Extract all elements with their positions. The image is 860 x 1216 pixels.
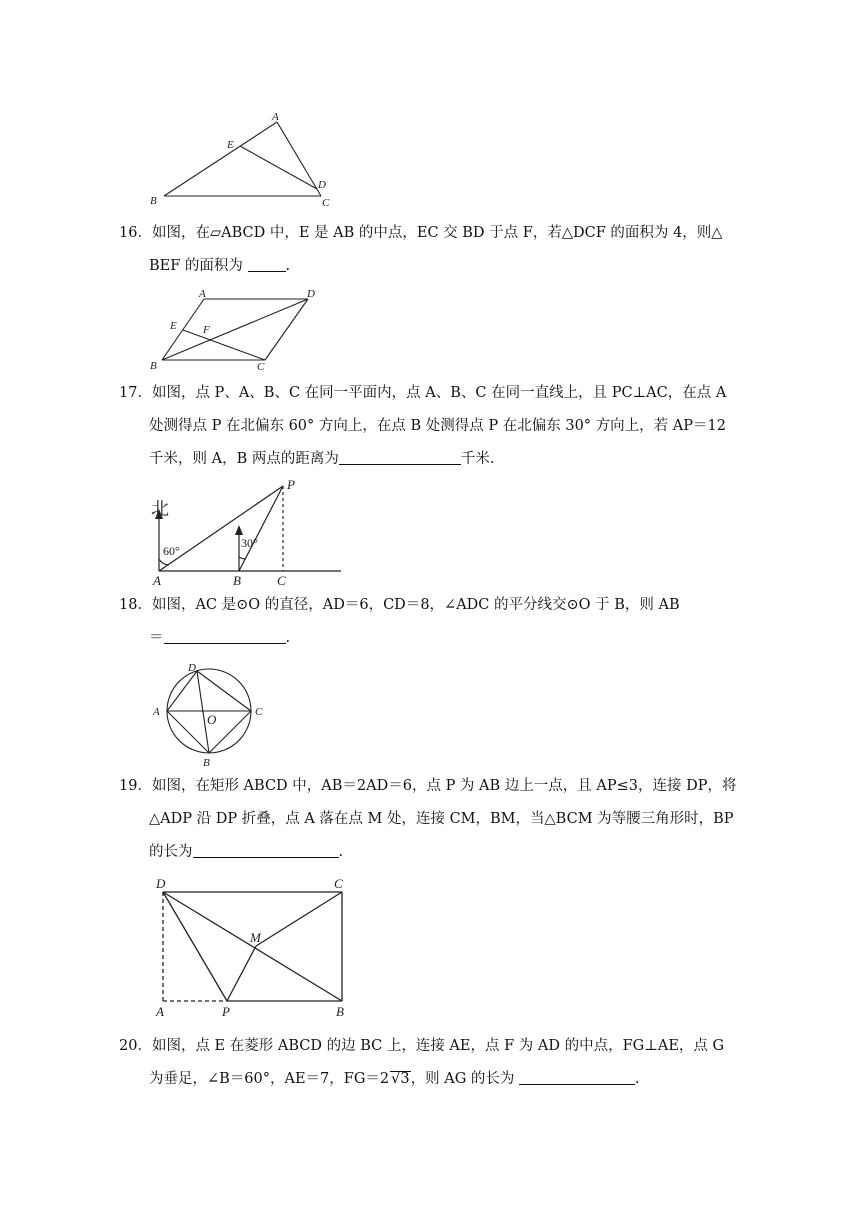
question-16: [119, 217, 739, 283]
label-B: B: [150, 195, 157, 207]
q16-line2-end: .: [285, 258, 291, 274]
figure-17-bearing: [145, 475, 345, 587]
label-B: B: [233, 573, 241, 587]
q17-line2: 处测得点 P 在北偏东 60° 方向上，在点 B 处测得点 P 在北偏东 30° 方向上，若 AP＝12: [149, 418, 726, 434]
label-M: M: [250, 930, 261, 945]
q17-line1: 17．如图，点 P、A、B、C 在同一平面内，点 A、B、C 在同一直线上，且 PC⊥AC，在点 A: [119, 385, 727, 401]
q19-line3: [119, 836, 739, 869]
label-A: A: [156, 1004, 164, 1019]
question-17: [119, 377, 739, 476]
q20-answer-blank[interactable]: [519, 1070, 635, 1085]
figure-18-circle: [145, 662, 275, 772]
figure-16-parallelogram: [140, 285, 330, 375]
q17-line3-end: 千米.: [460, 451, 495, 467]
label-C: C: [322, 197, 330, 208]
label-B: B: [336, 1004, 344, 1019]
label-E: E: [227, 139, 234, 151]
figure-15-triangle: [140, 108, 340, 208]
question-18: [119, 589, 739, 655]
label-A: A: [272, 111, 279, 123]
label-F: F: [203, 324, 210, 336]
q16-line2: [119, 250, 739, 283]
q16-line1: 16．如图，在▱ABCD 中，E 是 AB 的中点，EC 交 BD 于点 F，若△DCF 的面积为 4，则△: [119, 225, 723, 241]
question-19: [119, 770, 739, 869]
q19-line1: 19．如图，在矩形 ABCD 中，AB＝2AD＝6，点 P 为 AB 边上一点，且 AP≤3，连接 DP，将: [119, 778, 737, 794]
q17-line3: [119, 443, 739, 476]
label-A: A: [199, 288, 206, 300]
sqrt-3: √3: [391, 1071, 410, 1087]
label-30-degrees: 30°: [241, 536, 258, 550]
q20-line2-text: 为垂足，∠B＝60°，AE＝7，FG＝2: [149, 1071, 390, 1087]
label-O: O: [207, 712, 217, 727]
q16-answer-blank[interactable]: [248, 257, 286, 272]
q18-line2: [119, 622, 739, 655]
q20-line1: 20．如图，点 E 在菱形 ABCD 的边 BC 上，连接 AE，点 F 为 AD 的中点，FG⊥AE，点 G: [119, 1038, 725, 1054]
q18-answer-blank[interactable]: [164, 629, 286, 644]
label-E: E: [170, 320, 177, 332]
label-north: 北: [151, 499, 169, 520]
label-B: B: [150, 360, 157, 372]
label-D: D: [188, 662, 196, 674]
question-20: [119, 1030, 739, 1096]
sqrt-radicand: 3: [400, 1071, 410, 1087]
label-D: D: [307, 288, 315, 300]
label-A: A: [153, 706, 160, 718]
label-C: C: [255, 706, 263, 718]
label-C: C: [334, 876, 343, 891]
q20-line2: [119, 1063, 739, 1096]
q19-answer-blank[interactable]: [193, 843, 339, 858]
label-P: P: [222, 1004, 230, 1019]
q20-line2-end: .: [635, 1071, 640, 1087]
q16-line2-text: BEF 的面积为: [149, 258, 243, 274]
q18-line2-end: .: [285, 630, 291, 646]
label-D: D: [156, 876, 166, 891]
q18-line2-text: ＝: [149, 630, 164, 646]
label-C: C: [257, 361, 265, 373]
q19-line3-text: 的长为: [149, 844, 193, 860]
label-60-degrees: 60°: [163, 544, 180, 558]
q19-line3-end: .: [338, 844, 344, 860]
label-B: B: [203, 757, 210, 769]
label-A: A: [153, 573, 161, 587]
q18-line1: 18．如图，AC 是⊙O 的直径，AD＝6，CD＝8，∠ADC 的平分线交⊙O 于 B，则 AB: [119, 597, 680, 613]
q17-line3-text: 千米，则 A，B 两点的距离为: [149, 451, 339, 467]
q20-line2-after: ，则 AG 的长为: [410, 1071, 515, 1087]
q19-line2: △ADP 沿 DP 折叠，点 A 落在点 M 处，连接 CM，BM，当△BCM 为等腰三角形时，BP: [149, 811, 734, 827]
label-P: P: [287, 477, 295, 492]
label-C: C: [277, 573, 286, 587]
figure-19-rectangle: [150, 872, 360, 1022]
q17-answer-blank[interactable]: [339, 450, 461, 465]
label-D: D: [318, 179, 326, 191]
